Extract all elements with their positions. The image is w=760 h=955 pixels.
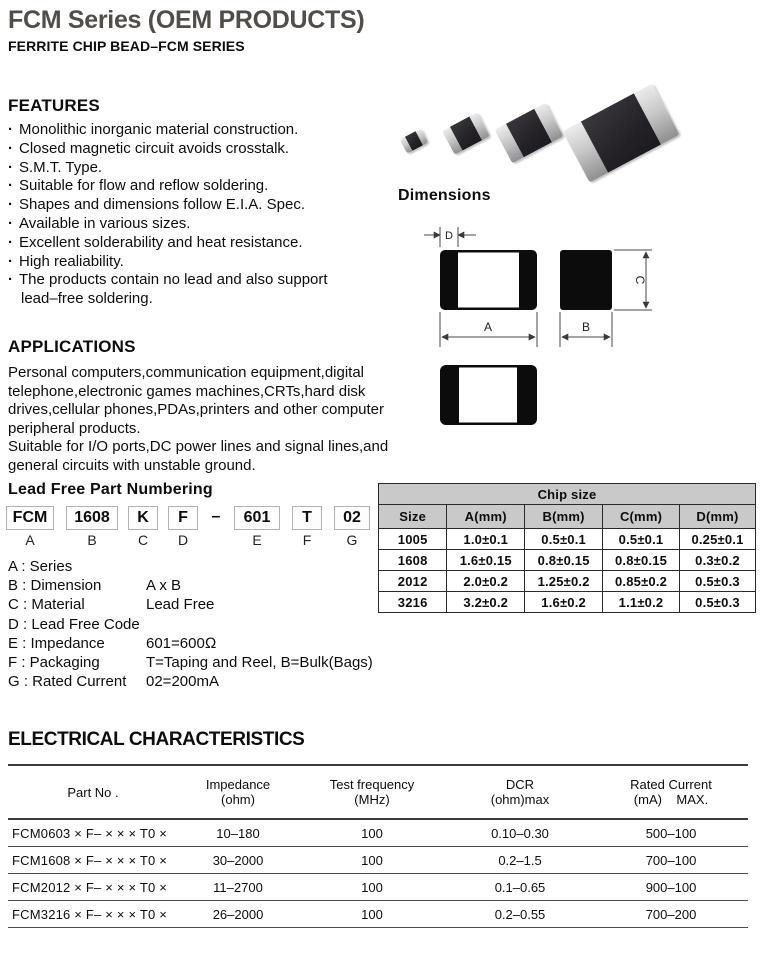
column-header: Test frequency (MHz) <box>298 765 446 819</box>
column-header: Size <box>379 505 447 529</box>
feature-item: · High realiability. <box>8 253 378 272</box>
cell: 100 <box>298 901 446 928</box>
part-number-breakdown <box>6 506 370 548</box>
cell: 0.25±0.1 <box>679 529 755 550</box>
chip-photo-smallest <box>400 128 429 153</box>
cell: 0.10–0.30 <box>446 819 594 847</box>
cell: 0.2–1.5 <box>446 847 594 874</box>
column-header: Part No . <box>8 765 178 819</box>
cell: 2.0±0.2 <box>447 571 525 592</box>
legend-value: 601=600Ω <box>146 634 217 652</box>
legend-value: Lead Free <box>146 596 215 614</box>
part-number-box: F <box>168 506 198 530</box>
column-header: Impedance (ohm) <box>178 765 298 819</box>
cell: 10–180 <box>178 819 298 847</box>
cell: 1.6±0.2 <box>525 592 603 613</box>
applications-text <box>8 364 388 476</box>
segment-letter: F <box>302 532 312 548</box>
part-number-segment <box>234 506 280 548</box>
part-number-segment <box>66 506 118 548</box>
part-number-box: T <box>292 506 322 530</box>
part-number-box: 1608 <box>66 506 118 530</box>
applications-line: drives,cellular phones,PDAs,printers and other computer <box>8 401 385 419</box>
applications-line: Personal computers,communication equipment,digital <box>8 364 365 381</box>
side-view <box>560 250 612 310</box>
column-header: A(mm) <box>447 505 525 529</box>
part-number-cell: FCM1608 × F– × × × T0 × <box>8 847 178 874</box>
applications-line: peripheral products. <box>8 419 141 437</box>
part-number-segment <box>128 506 158 548</box>
legend-row <box>8 595 373 614</box>
part-numbering-heading: Lead Free Part Numbering <box>8 481 213 498</box>
cell: 0.1–0.65 <box>446 874 594 901</box>
part-number-segment <box>292 506 322 548</box>
legend-row <box>8 672 373 691</box>
part-number-box: 02 <box>334 506 370 530</box>
segment-letter: C <box>137 532 149 548</box>
segment-letter <box>206 530 226 546</box>
column-header: D(mm) <box>679 505 755 529</box>
part-number-box: K <box>128 506 158 530</box>
cell: 700–100 <box>594 847 748 874</box>
cell: 26–2000 <box>178 901 298 928</box>
cell: 2012 <box>379 571 447 592</box>
table-row <box>379 592 756 613</box>
legend-row <box>8 576 373 595</box>
legend-value: A x B <box>146 577 182 595</box>
cell: 100 <box>298 874 446 901</box>
chip-photo-small <box>442 112 490 155</box>
cell: 500–100 <box>594 819 748 847</box>
cell: 1608 <box>379 550 447 571</box>
feature-item: · Closed magnetic circuit avoids crosstalk. <box>8 140 378 159</box>
page-subtitle: FERRITE CHIP BEAD–FCM SERIES <box>8 38 245 54</box>
cell: 3.2±0.2 <box>447 592 525 613</box>
legend-key: D : Lead Free Code <box>8 615 140 633</box>
cell: 1005 <box>379 529 447 550</box>
segment-letter: A <box>25 532 35 548</box>
feature-item: · Excellent solderability and heat resistance. <box>8 234 378 253</box>
dimensions-heading: Dimensions <box>398 187 491 204</box>
column-header: B(mm) <box>525 505 603 529</box>
cell: 30–2000 <box>178 847 298 874</box>
cell: 1.1±0.2 <box>603 592 680 613</box>
electrical-table <box>8 764 748 928</box>
cell: 0.5±0.1 <box>603 529 680 550</box>
bottom-view <box>440 365 537 425</box>
part-number-box: FCM <box>6 506 54 530</box>
applications-heading: APPLICATIONS <box>8 337 136 356</box>
d-label: D <box>445 230 453 242</box>
dimensions-diagram <box>400 213 760 463</box>
column-header: DCR (ohm)max <box>446 765 594 819</box>
part-number-cell: FCM2012 × F– × × × T0 × <box>8 874 178 901</box>
chip-photo-medium <box>494 103 563 164</box>
table-row <box>379 571 756 592</box>
cell: 0.85±0.2 <box>603 571 680 592</box>
feature-item: · S.M.T. Type. <box>8 159 378 178</box>
part-number-box: 601 <box>234 506 280 530</box>
table-row <box>8 847 748 874</box>
part-number-segment <box>334 506 370 548</box>
segment-letter: D <box>177 532 189 548</box>
segment-letter: E <box>252 532 262 548</box>
b-label: B <box>581 320 591 334</box>
legend-key: A : Series <box>8 558 73 576</box>
legend-row <box>8 653 373 672</box>
column-header: C(mm) <box>603 505 680 529</box>
table-row <box>379 529 756 550</box>
cell: 0.5±0.1 <box>525 529 603 550</box>
cell: 0.8±0.15 <box>603 550 680 571</box>
chip-photo-large <box>562 83 679 182</box>
c-label: C <box>633 275 647 285</box>
legend-row <box>8 615 373 634</box>
cell: 100 <box>298 819 446 847</box>
cell: 1.0±0.1 <box>447 529 525 550</box>
table-row <box>379 550 756 571</box>
legend-row <box>8 557 373 576</box>
table-row <box>8 874 748 901</box>
title-block <box>8 6 364 54</box>
part-number-segment <box>206 506 226 546</box>
applications-line: telephone,electronic games machines,CRTs,hard disk <box>8 382 366 400</box>
part-number-dash: – <box>211 508 221 525</box>
legend-value: 02=200mA <box>146 673 219 691</box>
cell: 1.6±0.15 <box>447 550 525 571</box>
feature-item: · Monolithic inorganic material construction. <box>8 121 378 140</box>
feature-item: · Shapes and dimensions follow E.I.A. Spec. <box>8 196 378 215</box>
legend-key: F : Packaging <box>8 654 100 672</box>
cell: 0.5±0.3 <box>679 592 755 613</box>
cell: 0.5±0.3 <box>679 571 755 592</box>
applications-line: Suitable for I/O ports,DC power lines and signal lines,and <box>8 438 389 456</box>
applications-line: general circuits with unstable ground. <box>8 456 256 474</box>
cell: 0.3±0.2 <box>679 550 755 571</box>
table-row <box>8 901 748 928</box>
features-heading: FEATURES <box>8 96 100 115</box>
cell: 1.25±0.2 <box>525 571 603 592</box>
part-number-cell: FCM3216 × F– × × × T0 × <box>8 901 178 928</box>
feature-item: · The products contain no lead and also support <box>8 271 378 290</box>
features-list <box>8 121 378 309</box>
segment-letter: G <box>346 532 358 548</box>
cell: 0.8±0.15 <box>525 550 603 571</box>
part-numbering-legend <box>8 557 373 691</box>
part-number-cell: FCM0603 × F– × × × T0 × <box>8 819 178 847</box>
table-row <box>8 819 748 847</box>
electrical-header-row <box>8 765 748 819</box>
legend-key: B : Dimension <box>8 577 102 595</box>
cell: 700–200 <box>594 901 748 928</box>
electrical-heading: ELECTRICAL CHARACTERISTICS <box>8 729 305 750</box>
feature-item: · Available in various sizes. <box>8 215 378 234</box>
a-label: A <box>483 320 493 334</box>
legend-key: C : Material <box>8 596 85 614</box>
front-view <box>440 250 537 310</box>
segment-letter: B <box>87 532 97 548</box>
chip-size-header-row <box>379 505 756 529</box>
legend-value: T=Taping and Reel, B=Bulk(Bags) <box>146 654 373 672</box>
cell: 11–2700 <box>178 874 298 901</box>
legend-key: E : Impedance <box>8 634 105 652</box>
cell: 3216 <box>379 592 447 613</box>
chip-size-table <box>378 483 756 613</box>
legend-key: G : Rated Current <box>8 673 127 691</box>
part-number-segment <box>168 506 198 548</box>
feature-item-continuation: lead–free soldering. <box>21 290 153 308</box>
page-title: FCM Series (OEM PRODUCTS) <box>8 6 365 34</box>
cell: 0.2–0.55 <box>446 901 594 928</box>
chip-size-table-title: Chip size <box>379 484 756 505</box>
column-header: Rated Current (mA) MAX. <box>594 765 748 819</box>
feature-item: · Suitable for flow and reflow soldering. <box>8 177 378 196</box>
cell: 100 <box>298 847 446 874</box>
legend-row <box>8 634 373 653</box>
cell: 900–100 <box>594 874 748 901</box>
part-number-segment <box>6 506 54 548</box>
